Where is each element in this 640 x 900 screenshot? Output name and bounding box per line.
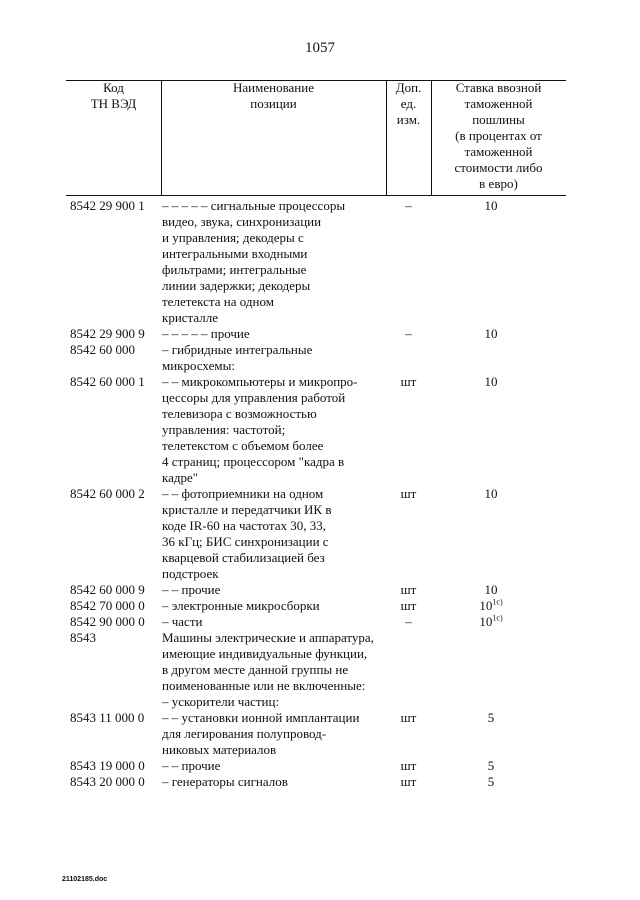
row-code: 8543 19 000 0 xyxy=(70,758,145,773)
row-name: – – – – – сигнальные процессоры видео, звука, синхронизации и управления; декодеры с интегральными входными фильтрами; интегральные линии задержки; декодеры телетекста на одном кристалле xyxy=(162,198,346,325)
row-rate xyxy=(431,614,551,630)
row-unit: шт xyxy=(400,774,417,789)
row-unit: – xyxy=(405,198,412,213)
header-bottom-rule xyxy=(66,195,566,196)
row-code: 8543 xyxy=(70,630,96,645)
rate-value: 10 xyxy=(479,614,493,629)
row-rate xyxy=(431,774,551,790)
row-unit: шт xyxy=(400,758,417,773)
row-name: – гибридные интегральные микросхемы: xyxy=(162,342,313,373)
row-name: – электронные микросборки xyxy=(162,598,320,613)
table-row xyxy=(0,342,640,374)
rate-value: 5 xyxy=(487,758,495,773)
document-filename: 21102185.doc xyxy=(62,876,108,883)
row-name: – части xyxy=(162,614,203,629)
row-name: – – прочие xyxy=(162,758,221,773)
row-unit: шт xyxy=(400,582,417,597)
row-code: 8542 60 000 xyxy=(70,342,135,357)
row-code: 8542 29 900 1 xyxy=(70,198,145,213)
row-name: – – – – – прочие xyxy=(162,326,250,341)
table-row xyxy=(0,598,640,614)
rate-value: 10 xyxy=(484,582,498,597)
table-row xyxy=(0,774,640,790)
header-code: Код ТН ВЭД xyxy=(90,80,137,111)
rate-value: 10 xyxy=(484,486,498,501)
rate-value: 10 xyxy=(479,598,493,613)
row-rate xyxy=(431,582,551,598)
row-code: 8542 60 000 1 xyxy=(70,374,145,389)
table-row xyxy=(0,614,640,630)
table-row xyxy=(0,630,640,710)
rate-value: 5 xyxy=(487,710,495,725)
row-unit: шт xyxy=(400,486,417,501)
row-unit: шт xyxy=(400,374,417,389)
rate-value: 10 xyxy=(484,326,498,341)
row-name: – – прочие xyxy=(162,582,221,597)
row-name: – – фотоприемники на одном кристалле и передатчики ИК в коде IR-60 на частотах 30, 33, 36 кГц; БИС синхронизации с кварцевой стабилизацией без подстроек xyxy=(162,486,332,581)
row-rate xyxy=(431,326,551,342)
row-code: 8543 20 000 0 xyxy=(70,774,145,789)
table-row xyxy=(0,198,640,326)
row-rate xyxy=(431,374,551,390)
rate-value: 10 xyxy=(484,374,498,389)
row-unit: шт xyxy=(400,710,417,725)
row-name: – – установки ионной имплантации для легирования полупровод- никовых материалов xyxy=(162,710,360,757)
row-name: Машины электрические и аппаратура, имеющие индивидуальные функции, в другом месте данной группы не поименованные или не включенные: – ускорители частиц: xyxy=(162,630,374,709)
row-code: 8542 29 900 9 xyxy=(70,326,145,341)
table-row xyxy=(0,582,640,598)
row-name: – генераторы сигналов xyxy=(162,774,288,789)
page-number: 1057 xyxy=(305,40,335,56)
row-unit: – xyxy=(405,326,412,341)
table-row xyxy=(0,758,640,774)
row-rate xyxy=(431,710,551,726)
row-name: – – микрокомпьютеры и микропро- цессоры для управления работой телевизора с возможностью управления: частотой; телетекстом с объемом более 4 страниц; процессором "кадра в кадре" xyxy=(162,374,358,485)
row-rate xyxy=(431,758,551,774)
rate-footnote: 1с) xyxy=(492,613,503,623)
row-code: 8542 60 000 2 xyxy=(70,486,145,501)
header-name: Наименование позиции xyxy=(233,80,314,111)
row-code: 8542 60 000 9 xyxy=(70,582,145,597)
rate-value: 5 xyxy=(487,774,495,789)
row-rate xyxy=(431,198,551,214)
header-rate: Ставка ввозной таможенной пошлины (в процентах от таможенной стоимости либо в евро) xyxy=(454,80,543,191)
table-row xyxy=(0,710,640,758)
row-code: 8543 11 000 0 xyxy=(70,710,145,725)
rate-footnote: 1с) xyxy=(492,597,503,607)
row-rate xyxy=(431,598,551,614)
table-row xyxy=(0,326,640,342)
row-code: 8542 90 000 0 xyxy=(70,614,145,629)
row-rate xyxy=(431,486,551,502)
row-unit: шт xyxy=(400,598,417,613)
row-unit: – xyxy=(405,614,412,629)
row-code: 8542 70 000 0 xyxy=(70,598,145,613)
table-row xyxy=(0,374,640,486)
table-row xyxy=(0,486,640,582)
rate-value: 10 xyxy=(484,198,498,213)
tariff-table-body xyxy=(0,198,640,790)
header-unit: Доп. ед. изм. xyxy=(395,80,422,127)
